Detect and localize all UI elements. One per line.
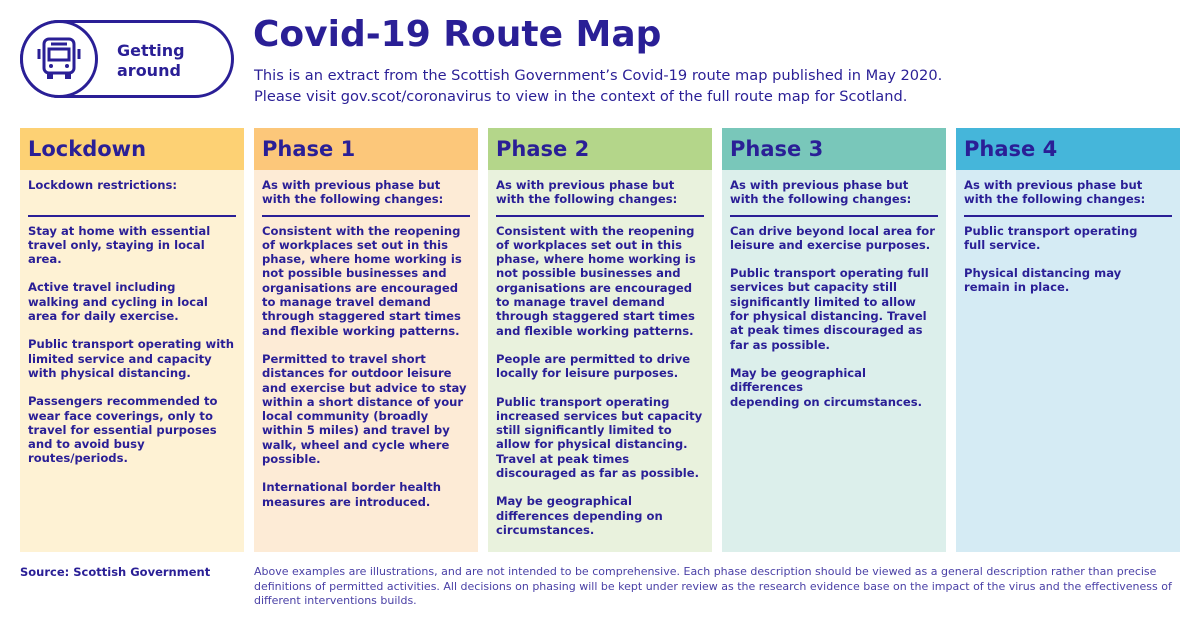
badge-label: [117, 41, 217, 81]
phase-column-paragraph: Public transport operating increased services but capacity still significantly limited to allow for physical distancing. Travel at peak times discouraged as far as possible.: [496, 394, 703, 481]
phase-column-body: [488, 170, 712, 552]
bus-icon: [37, 35, 81, 83]
phase-column-body: [956, 170, 1180, 552]
phase-column-paragraph: Public transport operating full service.: [964, 223, 1138, 252]
phase-column-4: [722, 128, 946, 552]
phase-column-body: [20, 170, 244, 552]
phase-column-paragraph: May be geographical differences depending on circumstances.: [730, 365, 923, 409]
phase-column-paragraph: People are permitted to drive locally for leisure purposes.: [496, 351, 691, 381]
phase-column-title: Lockdown: [20, 128, 244, 170]
badge-label-line2: around: [117, 61, 181, 80]
phase-column-1: [20, 128, 244, 552]
phase-column-paragraph: Permitted to travel short distances for outdoor leisure and exercise but advice to stay within a short distance of your local community (broadly within 5 miles) and travel by walk, wheel and cycle where possible.: [262, 351, 467, 467]
phase-column-title: Phase 1: [254, 128, 478, 170]
phase-column-paragraph: Physical distancing may remain in place.: [964, 266, 1122, 295]
phase-column-divider: [496, 215, 704, 217]
disclaimer-note: Above examples are illustrations, and are not intended to be comprehensive. Each phase description should be viewed as a general description rather than precise definitions of permitted activities. All decisions on phasing will be kept under review as the research evidence base on the impact of the virus and the effectiveness of different interventions builds.: [254, 565, 1172, 607]
phase-column-divider: [730, 215, 938, 217]
phase-column-title: Phase 4: [956, 128, 1180, 170]
phase-column-3: [488, 128, 712, 552]
phase-column-body: [722, 170, 946, 552]
phase-column-title: Phase 3: [722, 128, 946, 170]
phase-column-divider: [964, 215, 1172, 217]
page-title: Covid-19 Route Map: [253, 14, 662, 55]
intro-line-2: Please visit gov.scot/coronavirus to view in the context of the full route map for Scotland.: [254, 88, 908, 105]
phase-column-divider: [28, 215, 236, 217]
phase-column-2: [254, 128, 478, 552]
phase-column-intro: As with previous phase but with the following changes:: [964, 178, 1146, 207]
phase-column-paragraph: Active travel including walking and cycling in local area for daily exercise.: [28, 280, 208, 324]
getting-around-badge: [20, 20, 234, 98]
bus-icon-circle: [20, 20, 98, 98]
phase-column-paragraph: Can drive beyond local area for leisure and exercise purposes.: [730, 223, 935, 252]
phase-column-intro: As with previous phase but with the following changes:: [730, 178, 912, 207]
phase-column-paragraph: Stay at home with essential travel only, staying in local area.: [28, 223, 211, 267]
phase-column-paragraph: Consistent with the reopening of workplaces set out in this phase, where home working is not possible businesses and organisations are encouraged to manage travel demand through staggered start times and flexible working patterns.: [496, 223, 696, 338]
badge-label-line1: Getting: [117, 41, 185, 60]
phase-column-paragraph: Public transport operating full services but capacity still significantly limited to allow for physical distancing. Travel at peak times discouraged as far as possible.: [730, 266, 929, 352]
phase-column-paragraph: International border health measures are introduced.: [262, 480, 441, 509]
source-label: Source: Scottish Government: [20, 565, 211, 579]
phase-column-paragraph: May be geographical differences depending on circumstances.: [496, 494, 663, 537]
phase-column-title: Phase 2: [488, 128, 712, 170]
phase-column-paragraph: Passengers recommended to wear face coverings, only to travel for essential purposes and to avoid busy routes/periods.: [28, 394, 218, 466]
phase-column-divider: [262, 215, 470, 217]
phase-column-paragraph: Consistent with the reopening of workplaces set out in this phase, where home working is not possible businesses and organisations are encouraged to manage travel demand through staggered start times and flexible working patterns.: [262, 223, 462, 338]
phase-column-paragraph: Public transport operating with limited service and capacity with physical distancing.: [28, 337, 234, 380]
intro-line-1: This is an extract from the Scottish Government’s Covid-19 route map published in May 2020.: [254, 67, 943, 84]
phase-column-intro: Lockdown restrictions:: [28, 178, 178, 192]
phase-column-intro: As with previous phase but with the following changes:: [496, 178, 678, 207]
phase-column-5: [956, 128, 1180, 552]
phase-column-body: [254, 170, 478, 552]
intro-text: [254, 65, 1184, 107]
phase-column-intro: As with previous phase but with the following changes:: [262, 178, 444, 207]
